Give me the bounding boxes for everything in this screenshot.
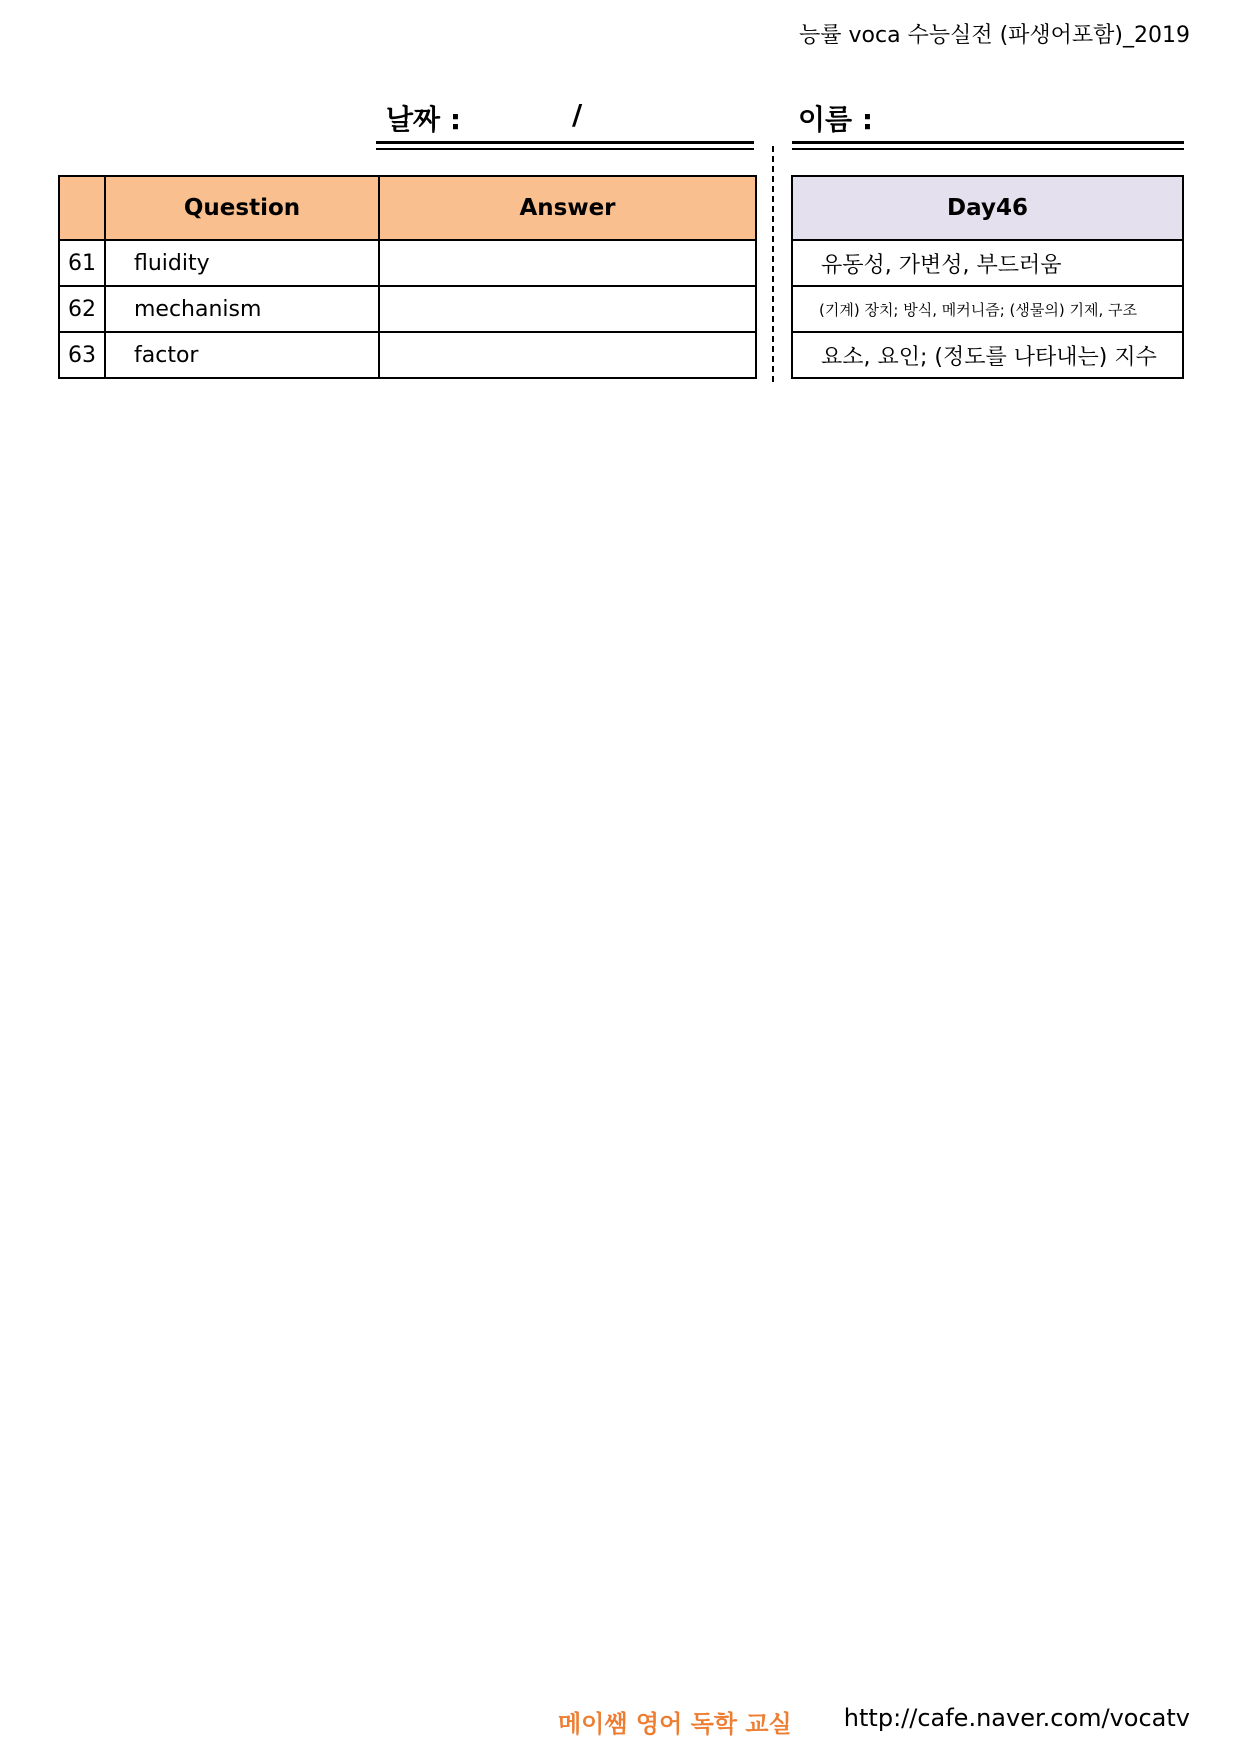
cut-line-divider — [772, 146, 774, 382]
question-table-header — [59, 176, 756, 240]
date-label: 날짜 : — [386, 103, 462, 136]
answer-key-meaning: 요소, 요인; (정도를 나타내는) 지수 — [792, 332, 1183, 378]
book-title: 능률 voca 수능실전 (파생어포함)_2019 — [799, 23, 1190, 48]
question-number: 63 — [59, 332, 105, 378]
answer-cell — [379, 286, 756, 332]
question-word: mechanism — [105, 286, 379, 332]
answer-key-meaning: (기계) 장치; 방식, 메커니즘; (생물의) 기제, 구조 — [792, 286, 1183, 332]
footer-school-name: 메이쌤 영어 독학 교실 — [558, 1710, 792, 1738]
name-underline — [792, 141, 1184, 150]
question-word: factor — [105, 332, 379, 378]
answer-column-header: Answer — [379, 176, 756, 240]
question-number: 62 — [59, 286, 105, 332]
date-underline — [376, 141, 754, 150]
name-label: 이름 : — [798, 103, 874, 136]
answer-cell — [379, 332, 756, 378]
table-row — [792, 286, 1183, 332]
question-word: fluidity — [105, 240, 379, 286]
table-row — [59, 286, 756, 332]
question-number: 61 — [59, 240, 105, 286]
answer-key-table — [791, 175, 1184, 379]
date-field — [376, 98, 754, 150]
number-column-header — [59, 176, 105, 240]
question-table — [58, 175, 757, 379]
answer-key-meaning: 유동성, 가변성, 부드러움 — [792, 240, 1183, 286]
day-title: Day46 — [792, 176, 1183, 240]
table-row — [59, 240, 756, 286]
table-row — [59, 332, 756, 378]
table-row — [792, 332, 1183, 378]
answer-key-header — [792, 176, 1183, 240]
footer-url-link[interactable]: http://cafe.naver.com/vocatv — [843, 1704, 1190, 1732]
date-separator: / — [572, 98, 583, 131]
answer-cell — [379, 240, 756, 286]
table-row — [792, 240, 1183, 286]
question-column-header: Question — [105, 176, 379, 240]
name-field — [792, 98, 1184, 150]
